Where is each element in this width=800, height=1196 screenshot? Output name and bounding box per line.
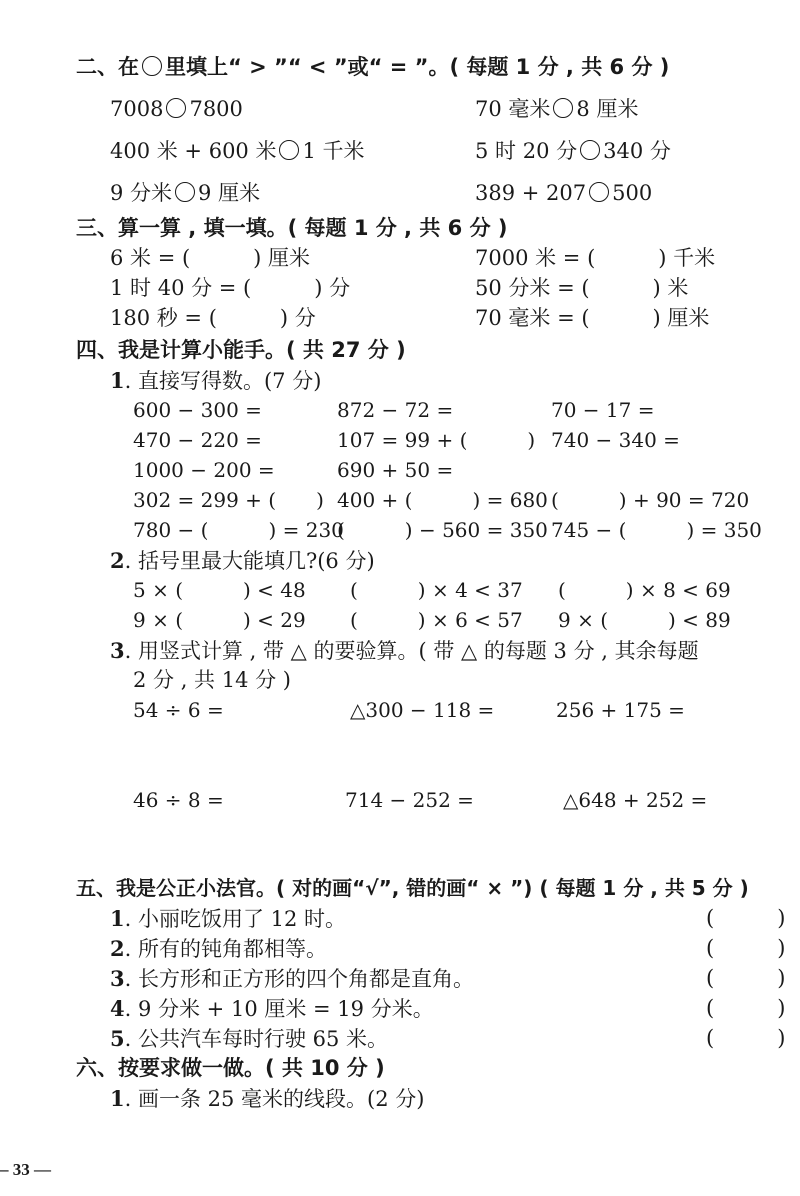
section-4-header: 四、我是计算小能手。( 共 27 分 ) <box>76 338 406 362</box>
compare-left-operand: 9 分米 <box>110 181 173 205</box>
circle-icon[interactable] <box>279 140 299 160</box>
fill-row-2-left[interactable]: 1 时 40 分 = ( ) 分 <box>110 276 351 300</box>
question-text: . 用竖式计算 , 带 △ 的要验算。( 带 △ 的每题 3 分 , 其余每题 <box>124 639 699 663</box>
question-number: 2 <box>110 936 125 961</box>
compare-row-3-right <box>475 182 652 204</box>
compare-row-3-left <box>110 182 260 204</box>
compare-right-operand: 500 <box>612 181 653 205</box>
question-4-2-prompt <box>110 550 375 572</box>
calc-item[interactable]: 1000 − 200 = <box>133 458 275 482</box>
judge-item-5 <box>110 1028 388 1050</box>
inequality-item[interactable]: 9 × ( ) < 29 <box>133 608 306 632</box>
question-number: 3 <box>110 638 125 663</box>
page-number: – 33 — <box>0 1160 51 1179</box>
inequality-item[interactable]: 9 × ( ) < 89 <box>558 608 731 632</box>
question-text: . 画一条 25 毫米的线段。(2 分) <box>124 1087 425 1111</box>
compare-row-1-right <box>475 98 638 120</box>
answer-blank[interactable]: ( ) <box>706 1026 786 1050</box>
section-2-header-suffix: 里填上“ > ”“ < ”或“ = ”。( 每题 1 分 , 共 6 分 ) <box>165 55 670 79</box>
circle-icon[interactable] <box>553 98 573 118</box>
compare-right-operand: 1 千米 <box>302 139 365 163</box>
compare-right-operand: 7800 <box>189 97 243 121</box>
question-number: 2 <box>110 548 125 573</box>
question-4-3-prompt <box>110 640 699 662</box>
section-2-header-prefix: 二、在 <box>76 55 139 79</box>
answer-blank[interactable]: ( ) <box>706 996 786 1020</box>
question-text: . 9 分米 + 10 厘米 = 19 分米。 <box>124 997 434 1021</box>
compare-left-operand: 400 米 + 600 米 <box>110 139 277 163</box>
fill-row-2-right[interactable]: 50 分米 = ( ) 米 <box>475 276 689 300</box>
compare-right-operand: 8 厘米 <box>576 97 639 121</box>
compare-left-operand: 70 毫米 <box>475 97 551 121</box>
question-number: 1 <box>110 368 125 393</box>
calc-item[interactable]: 872 − 72 = <box>337 398 454 422</box>
question-number: 5 <box>110 1026 125 1051</box>
fill-row-3-left[interactable]: 180 秒 = ( ) 分 <box>110 306 316 330</box>
question-text: . 括号里最大能填几?(6 分) <box>124 549 375 573</box>
question-number: 3 <box>110 966 125 991</box>
vertical-calc-item[interactable]: 54 ÷ 6 = <box>133 698 224 722</box>
vertical-calc-item[interactable]: △300 − 118 = <box>350 698 495 722</box>
inequality-item[interactable]: ( ) × 4 < 37 <box>350 578 523 602</box>
inequality-item[interactable]: ( ) × 8 < 69 <box>558 578 731 602</box>
circle-icon[interactable] <box>175 182 195 202</box>
calc-item[interactable]: 400 + ( ) = 680 <box>337 488 548 512</box>
calc-item[interactable]: 107 = 99 + ( ) <box>337 428 536 452</box>
answer-blank[interactable]: ( ) <box>706 966 786 990</box>
circle-icon <box>142 56 162 76</box>
compare-row-2-right <box>475 140 671 162</box>
calc-item[interactable]: ( ) + 90 = 720 <box>551 488 750 512</box>
judge-item-2 <box>110 938 327 960</box>
calc-item[interactable]: ( ) − 560 = 350 <box>337 518 548 542</box>
section-2-header <box>76 56 669 78</box>
question-number: 1 <box>110 1086 125 1111</box>
question-text: . 长方形和正方形的四个角都是直角。 <box>124 967 474 991</box>
compare-right-operand: 340 分 <box>603 139 671 163</box>
section-3-header: 三、算一算 , 填一填。( 每题 1 分 , 共 6 分 ) <box>76 216 508 240</box>
answer-blank[interactable]: ( ) <box>706 936 786 960</box>
calc-item[interactable]: 600 − 300 = <box>133 398 262 422</box>
inequality-item[interactable]: 5 × ( ) < 48 <box>133 578 306 602</box>
vertical-calc-item[interactable]: 256 + 175 = <box>556 698 685 722</box>
answer-blank[interactable]: ( ) <box>706 906 786 930</box>
judge-item-4 <box>110 998 434 1020</box>
calc-item[interactable]: 302 = 299 + ( ) <box>133 488 324 512</box>
compare-row-1-left <box>110 98 243 120</box>
question-number: 4 <box>110 996 125 1021</box>
question-4-1-prompt <box>110 370 321 392</box>
section-6-header: 六、按要求做一做。( 共 10 分 ) <box>76 1056 385 1080</box>
calc-item[interactable]: 70 − 17 = <box>551 398 655 422</box>
inequality-item[interactable]: ( ) × 6 < 57 <box>350 608 523 632</box>
calc-item[interactable]: 690 + 50 = <box>337 458 454 482</box>
calc-item[interactable]: 470 − 220 = <box>133 428 262 452</box>
question-6-1-prompt <box>110 1088 424 1110</box>
circle-icon[interactable] <box>166 98 186 118</box>
compare-right-operand: 9 厘米 <box>198 181 261 205</box>
circle-icon[interactable] <box>580 140 600 160</box>
judge-item-1 <box>110 908 346 930</box>
vertical-calc-item[interactable]: △648 + 252 = <box>563 788 708 812</box>
compare-left-operand: 5 时 20 分 <box>475 139 578 163</box>
vertical-calc-item[interactable]: 714 − 252 = <box>345 788 474 812</box>
question-text: . 所有的钝角都相等。 <box>124 937 327 961</box>
judge-item-3 <box>110 968 474 990</box>
calc-item[interactable]: 740 − 340 = <box>551 428 680 452</box>
question-text: . 公共汽车每时行驶 65 米。 <box>124 1027 389 1051</box>
vertical-calc-item[interactable]: 46 ÷ 8 = <box>133 788 224 812</box>
question-text: . 直接写得数。(7 分) <box>124 369 322 393</box>
fill-row-1-left[interactable]: 6 米 = ( ) 厘米 <box>110 246 311 270</box>
compare-left-operand: 389 + 207 <box>475 181 587 205</box>
fill-row-1-right[interactable]: 7000 米 = ( ) 千米 <box>475 246 716 270</box>
fill-row-3-right[interactable]: 70 毫米 = ( ) 厘米 <box>475 306 710 330</box>
question-number: 1 <box>110 906 125 931</box>
compare-row-2-left <box>110 140 365 162</box>
section-5-header: 五、我是公正小法官。( 对的画“√”, 错的画“ × ”) ( 每题 1 分 , 共 5 分 ) <box>76 876 749 900</box>
question-text: . 小丽吃饭用了 12 时。 <box>124 907 347 931</box>
question-4-3-prompt-cont: 2 分 , 共 14 分 ) <box>133 668 292 692</box>
compare-left-operand: 7008 <box>110 97 164 121</box>
calc-item[interactable]: 745 − ( ) = 350 <box>551 518 762 542</box>
calc-item[interactable]: 780 − ( ) = 230 <box>133 518 344 542</box>
circle-icon[interactable] <box>589 182 609 202</box>
